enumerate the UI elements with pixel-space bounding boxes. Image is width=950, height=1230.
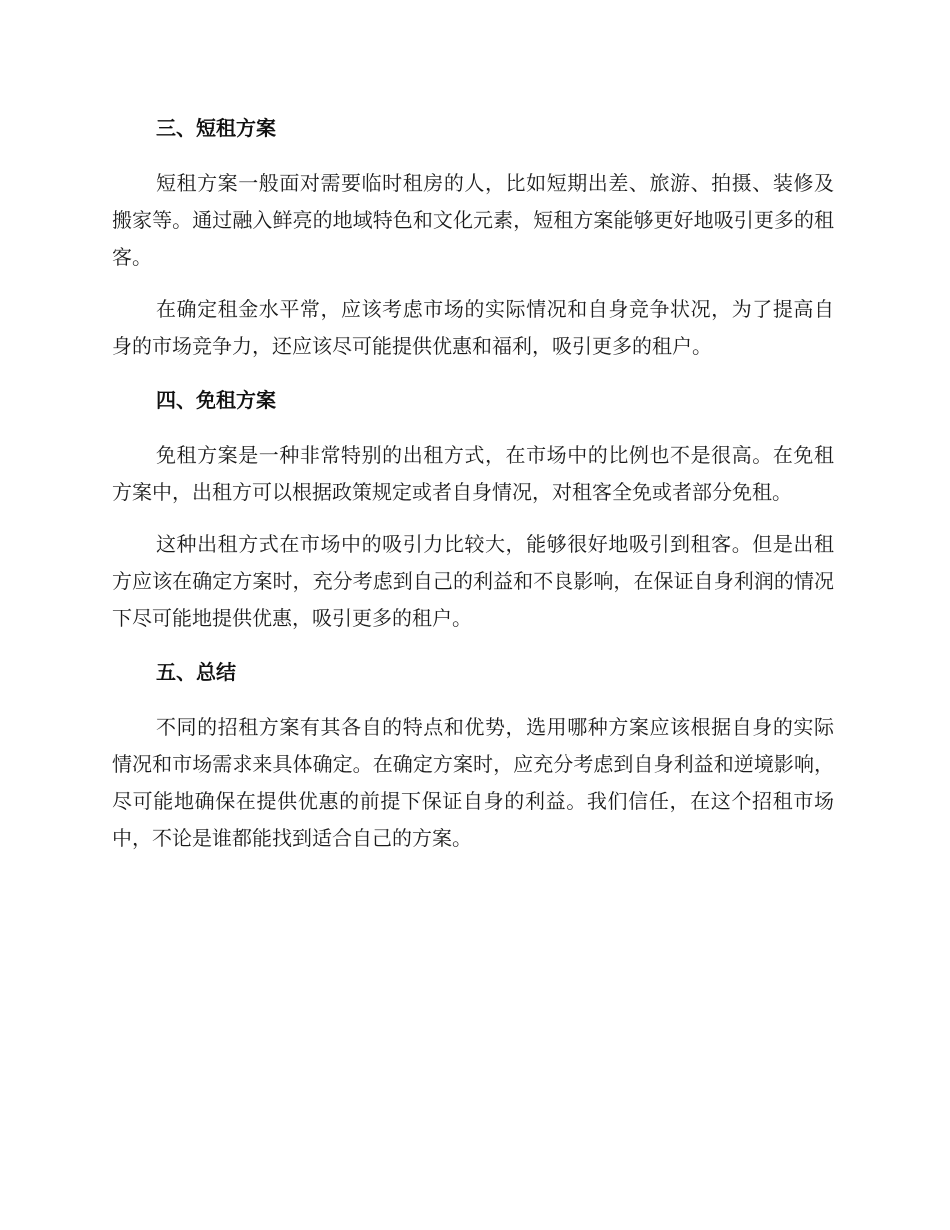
section-heading-free-rent: 四、免租方案 xyxy=(156,388,276,412)
paragraph: 不同的招租方案有其各自的特点和优势，选用哪种方案应该根据自身的实际情况和市场需求来具体确定。在确定方案时，应充分考虑到自身利益和逆境影响，尽可能地确保在提供优惠的前提下保证自身的利益。我们信任，在这个招租市场中，不论是谁都能找到适合自己的方案。 xyxy=(112,715,834,850)
paragraph: 免租方案是一种非常特别的出租方式，在市场中的比例也不是很高。在免租方案中，出租方可以根据政策规定或者自身情况，对租客全免或者部分免租。 xyxy=(112,443,834,504)
section-heading-summary: 五、总结 xyxy=(156,660,236,684)
section-heading-short-rent: 三、短租方案 xyxy=(156,116,276,140)
paragraph: 在确定租金水平常，应该考虑市场的实际情况和自身竞争状况，为了提高自身的市场竞争力，还应该尽可能提供优惠和福利，吸引更多的租户。 xyxy=(112,297,834,358)
document-body xyxy=(112,108,834,857)
paragraph: 短租方案一般面对需要临时租房的人，比如短期出差、旅游、拍摄、装修及搬家等。通过融入鲜亮的地域特色和文化元素，短租方案能够更好地吸引更多的租客。 xyxy=(112,171,834,269)
paragraph: 这种出租方式在市场中的吸引力比较大，能够很好地吸引到租客。但是出租方应该在确定方案时，充分考虑到自己的利益和不良影响，在保证自身利润的情况下尽可能地提供优惠，吸引更多的租户。 xyxy=(112,532,834,630)
